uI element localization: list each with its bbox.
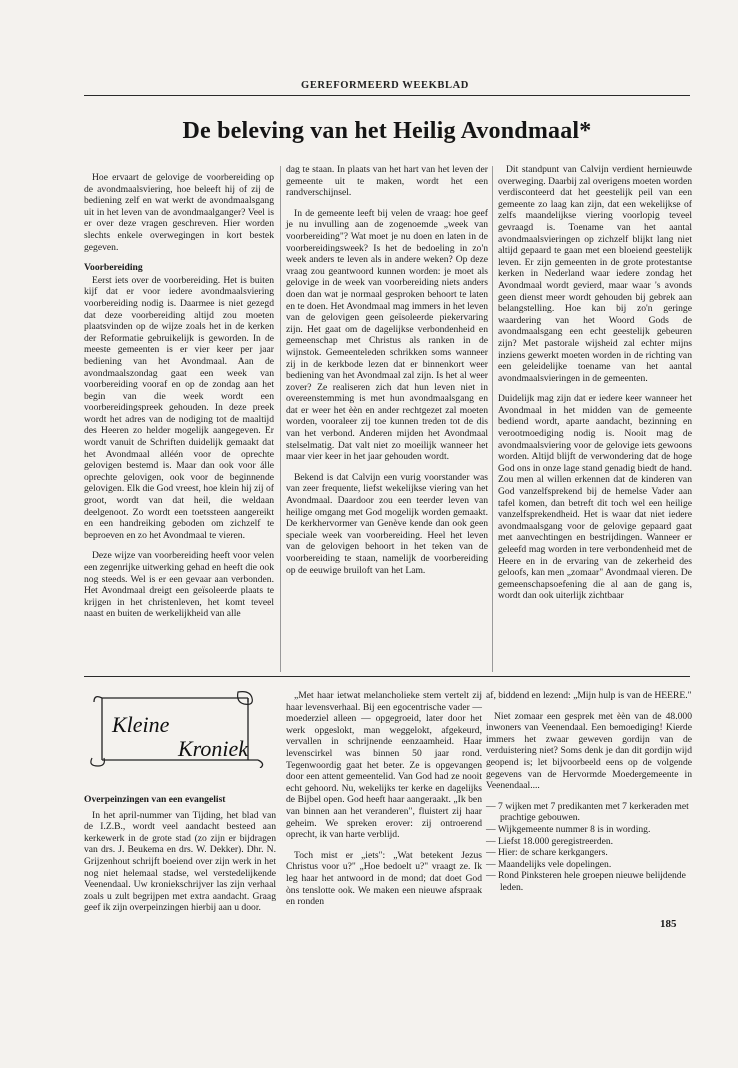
article-column-3 xyxy=(498,164,692,611)
section-rule xyxy=(84,676,690,677)
paragraph: Toch mist er „iets": „Wat betekent Jezus Christus voor u?" „Hoe bedoelt u?" vraagt ze. Ik leg haar het antwoord in de mond; dat doet God òns tenslotte ook. We maken een nieuwe afspraak en ronden xyxy=(286,849,482,908)
column-divider xyxy=(492,166,493,672)
paragraph: Niet zomaar een gesprek met èèn van de 48.000 inwoners van Veenendaal. Een bemoediging! Kierde immers het zwaar geweven gordijn van de verduistering niet? Soms denk je dan dit gordijn wijd geopend is; let bijvoorbeeld eens op de volgende gegevens van de Hervormde Moedergemeente in Veenendaal.... xyxy=(486,710,692,792)
list-item: — 7 wijken met 7 predikanten met 7 kerkeraden met prachtige gebouwen. xyxy=(486,800,689,824)
list-item: — Hier: de schare kerkgangers. xyxy=(486,847,608,859)
column-divider xyxy=(280,166,281,672)
paragraph: „Met haar ietwat melancholieke stem vertelt zij haar levensverhaal. Bij een egocentrische vader — moederziel alleen — opgegroeid, later door het werk opgeslokt, man weggelokt, afgekeurd, vervallen in schrijnende eenzaamheid. Haar levenscirkel was binnen 50 jaar rond. Tegenwoordig gaat het beter. Ze is opgevangen door een attent gemeentelid. Van God had ze nooit echt gehoord. Nu, wekelijks ter kerke en dagelijks de Bijbel open. God heeft haar aangeraakt. „Ik ben van binnen aan het veranderen", fluistert zij haar geheim. We spreken erover: zij ontroerend oprecht, ik van harte verblijd. xyxy=(286,690,482,841)
article-column-1 xyxy=(84,172,274,629)
paragraph: In het april-nummer van Tijding, het blad van de I.Z.B., wordt veel aandacht besteed aan kerkewerk in de grote stad (zo zijn er bijdragen van drs. J. Beukema en drs. W. Dekker). Dhr. N. Grijzenhout schrijft boeiend over zijn werk in het nog niet helemaal stadse, wel verstedelijkende Veenendaal. Uw kroniekschrijver las zijn verhaal zoals u zult begrijpen met extra aandacht. Graag geef ik zijn overpeinzingen hierbij aan u door. xyxy=(84,809,276,914)
masthead: GEREFORMEERD WEEKBLAD xyxy=(301,80,469,91)
kroniek-column-3 xyxy=(486,690,692,894)
statistics-list xyxy=(486,801,692,894)
paragraph: Eerst iets over de voorbereiding. Het is buiten kijf dat er voor iedere avondmaalsviering voorbereiding nodig is. Daarmee is niet gezegd dat deze voorbereiding altijd zou moeten plaatsvinden op de wijze zoals het in de kerken der Reformatie gebruikelijk is geworden. In de meeste gemeenten is er vier keer per jaar bediening van het Avondmaal. Aan de avondmaalszondag gaat een week van voorbereiding vooraf en op de zondag aan het begin van die week wordt een voorbereidingspreek gehouden. In deze preek wordt het adres van de nodiging tot de maaltijd des Heeren zo helder mogelijk aangegeven. Er wordt vanuit de Schriften duidelijk gemaakt dat het Avondmaal alléén voor de oprechte gelovigen bestemd is. Maar dan ook voor álle oprechte gelovigen, ook voor de beginnende gelovigen. Elk die God vreest, hoe klein hij zij of groot, wordt van dat heil, die weldaan deelgenoot. Zo wordt een toetssteen aangereikt en een handreiking geboden om zichzelf te beproeven en zo het Avondmaal te vieren. xyxy=(84,274,274,541)
list-item: — Liefst 18.000 geregistreerden. xyxy=(486,835,614,847)
header-rule xyxy=(84,95,690,96)
paragraph: af, biddend en lezend: „Mijn hulp is van de HEERE." xyxy=(486,690,692,701)
article-column-2 xyxy=(286,164,488,585)
list-item: — Rond Pinksteren hele groepen nieuwe belijdende leden. xyxy=(486,870,686,893)
list-item: — Wijkgemeente nummer 8 is in wording. xyxy=(486,823,651,835)
logo-text-kroniek: Kroniek xyxy=(178,736,249,761)
paragraph: dag te staan. In plaats van het hart van het leven der gemeente uit te maken, wordt het een randverschijnsel. xyxy=(286,164,488,199)
paragraph: Duidelijk mag zijn dat er iedere keer wanneer het Avondmaal in het midden van de gemeente bediend wordt, aparte aandacht, bezinning en verootmoediging nodig is. Nooit mag de avondmaalsviering voor de gelovige iets gewoons worden. Altijd blijft de verwondering dat de hoge God ons in onze lage stand genadig biedt de hand. Zou men al willen erkennen dat de kinderen van God vanzelfsprekend bij de hemelse Vader aan tafel komen, dan betreft dit toch wel een heilige vanzelfsprekendheid. Het is waar dat niet iedere avondmaalsgang voor de gelovige gepaard gaat met aanvechtingen en bestrijdingen. Wanneer er geleefd mag worden in tere verbondenheid met de Heere en in de ervaring van de zekerheid des geloofs, kan men „zomaar" Avondmaal vieren. De gemeenschapsoefening die al aan de gang is, wordt dan ook uiterlijk zichtbaar xyxy=(498,393,692,602)
section-heading: Overpeinzingen van een evangelist xyxy=(84,794,226,805)
paragraph: In de gemeente leeft bij velen de vraag: hoe geef je nu invulling aan de zogenoemde „week van voorbereiding"? Wat moet je nu doen en laten in de voorbereidingsweek? Is het de bedoeling in zo'n week anders te leven als in andere weken? Op deze vraag zou geantwoord kunnen worden: je moet als gelovige in de week van voorbereiding niets anders doen dan wat je normaal gesproken behoort te laten en te doen. Het Avondmaal mag immers in het leven van de gelovigen geen geïsoleerde piekervaring zijn. Het gaat om de dagelijkse verbondenheid en gemeenschap met Christus als ranken in de wijnstok. Gemeenteleden schrikken soms wanneer zij in de kerkbode lezen dat er binnenkort weer bediening van het Avondmaal zal zijn. Is het al weer zover? Ze realiseren zich dat hun leven niet in overeenstemming is met hun avondmaalsgang en dat er weer het èèn en ander rechtgezet zal moeten worden, vooraleer zij toe kunnen treden tot de dis van het verbond. Anderen mijden het Avondmaal stelselmatig. Dat valt niet zo moeilijk wanneer het maar vier keer in het jaar gehouden wordt. xyxy=(286,207,488,463)
paragraph: Dit standpunt van Calvijn verdient hernieuwde overweging. Daarbij zal overigens moeten worden verdisconteerd dat het geestelijk peil van een gemeente zo laag kan zijn, dat een wekelijkse of zelfs maandelijkse viering voorlopig teveel gevraagd is. Toename van het aantal avondmaalsvieringen op zichzelf blijkt lang niet altijd gepaard te gaan met een bloeiend geestelijk leven. Er zijn gemeenten in de grote protestantse kerken in Nederland waar iedere zondag het Avondmaal wordt gevierd, maar waar 's avonds geen dienst meer wordt gehouden bij gebrek aan belangstelling. Hoe kan bij zo'n geringe waardering van het Woord Gods de avondmaalsgang een echt geestelijk gebeuren zijn? Met pastorale wijsheid zal echter mijns inziens gewerkt moeten worden in de richting van een geleidelijke toename van het aantal avondmaalsvieringen in de gemeenten. xyxy=(498,164,692,384)
paragraph: Deze wijze van voorbereiding heeft voor velen een zegenrijke uitwerking gehad en heeft die ook nog steeds. Wel is er een gevaar aan verbonden. Het Avondmaal dreigt een geïsoleerde plaats te krijgen in het christenleven, het komt teveel naast en buiten de werkelijkheid van alle xyxy=(84,550,274,620)
kroniek-column-2 xyxy=(286,690,482,917)
list-item: — Maandelijks vele dopelingen. xyxy=(486,858,612,870)
article-title: De beleving van het Heilig Avondmaal* xyxy=(182,118,592,144)
section-heading: Voorbereiding xyxy=(84,262,143,274)
kroniek-column-1 xyxy=(84,792,276,923)
page-number: 185 xyxy=(660,918,677,930)
paragraph: Bekend is dat Calvijn een vurig voorstander was van zeer frequente, liefst wekelijkse viering van het Avondmaal. Daardoor zou een teerder leven van heilige omgang met God mogelijk worden gemaakt. De kerkhervormer van Genève kende dan ook geen speciale week van voorbereiding. Heel het leven van de gelovigen behoort in het teken van de voorbereiding te staan, namelijk de voorbereiding op de eeuwige bruiloft van het Lam. xyxy=(286,471,488,576)
logo-text-kleine: Kleine xyxy=(112,712,170,737)
paragraph: Hoe ervaart de gelovige de voorbereiding op de avondmaalsviering, hoe beleeft hij of zij de bediening zelf en wat werkt de avondmaalsgang uit in het leven van de avondmaalganger? Veel is er over deze vragen geschreven. Hier worden slechts enkele overwegingen in kort bestek gegeven. xyxy=(84,172,274,253)
